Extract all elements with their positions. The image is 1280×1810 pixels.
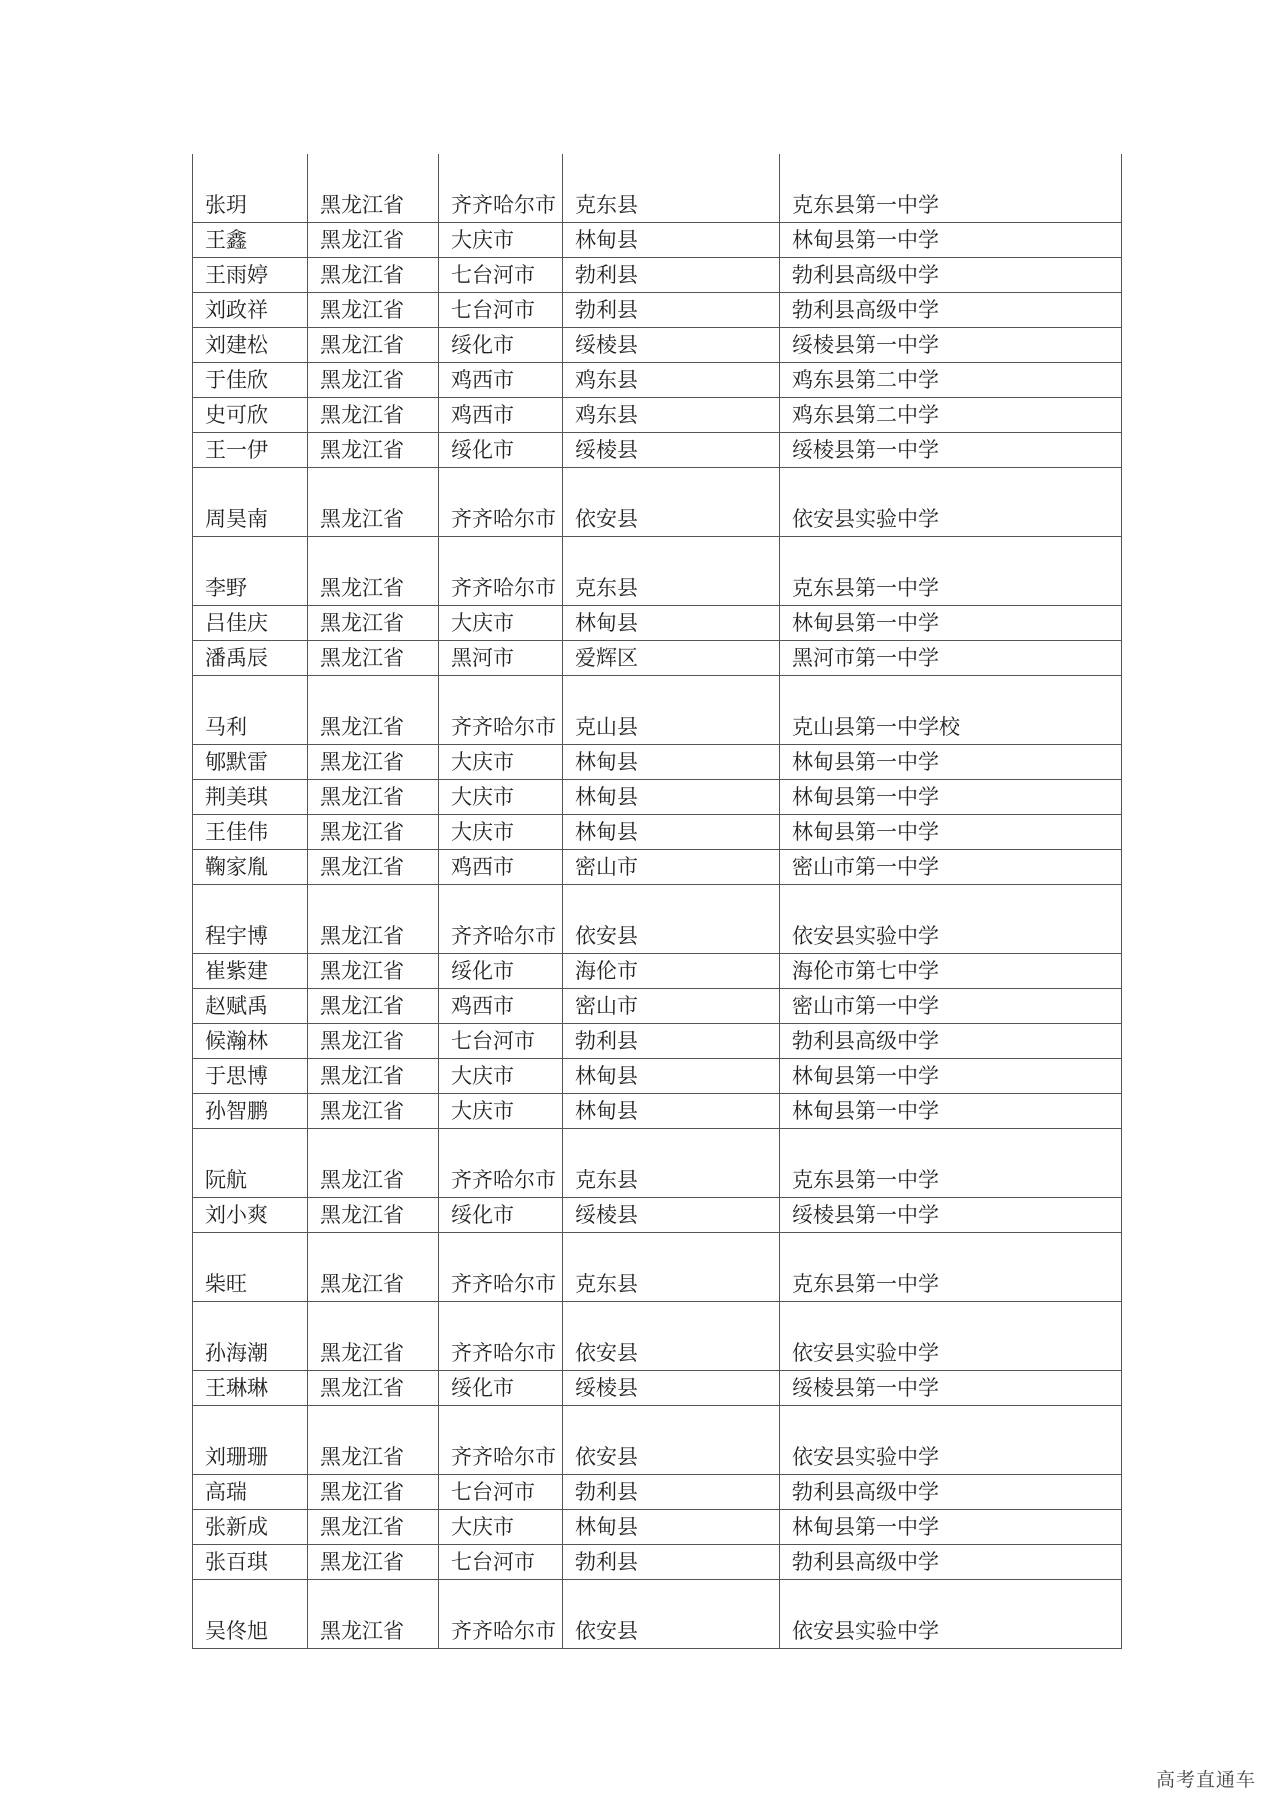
school-cell: 林甸县第一中学 bbox=[780, 745, 1122, 780]
school-cell: 黑河市第一中学 bbox=[780, 641, 1122, 676]
county-cell: 林甸县 bbox=[563, 223, 780, 258]
county-cell: 鸡东县 bbox=[563, 363, 780, 398]
county-cell: 爱辉区 bbox=[563, 641, 780, 676]
table-row bbox=[193, 1510, 1122, 1545]
school-cell: 鸡东县第二中学 bbox=[780, 398, 1122, 433]
table-row bbox=[193, 1545, 1122, 1580]
city-cell: 齐齐哈尔市 bbox=[439, 885, 563, 954]
watermark-text: 高考直通车 bbox=[1155, 1769, 1256, 1791]
county-cell: 克东县 bbox=[563, 154, 780, 223]
school-cell: 林甸县第一中学 bbox=[780, 1094, 1122, 1129]
county-cell: 勃利县 bbox=[563, 1545, 780, 1580]
name-cell: 刘珊珊 bbox=[193, 1406, 308, 1475]
city-cell: 齐齐哈尔市 bbox=[439, 1580, 563, 1649]
county-cell: 勃利县 bbox=[563, 293, 780, 328]
city-cell: 黑河市 bbox=[439, 641, 563, 676]
province-cell: 黑龙江省 bbox=[308, 468, 439, 537]
table-row bbox=[193, 328, 1122, 363]
name-cell: 张新成 bbox=[193, 1510, 308, 1545]
name-cell: 李野 bbox=[193, 537, 308, 606]
table-row bbox=[193, 676, 1122, 745]
name-cell: 候瀚林 bbox=[193, 1024, 308, 1059]
county-cell: 林甸县 bbox=[563, 1094, 780, 1129]
name-cell: 柴旺 bbox=[193, 1233, 308, 1302]
school-cell: 勃利县高级中学 bbox=[780, 1545, 1122, 1580]
county-cell: 林甸县 bbox=[563, 1510, 780, 1545]
school-cell: 克东县第一中学 bbox=[780, 154, 1122, 223]
name-cell: 刘政祥 bbox=[193, 293, 308, 328]
county-cell: 克东县 bbox=[563, 1233, 780, 1302]
province-cell: 黑龙江省 bbox=[308, 1510, 439, 1545]
province-cell: 黑龙江省 bbox=[308, 676, 439, 745]
table-row bbox=[193, 154, 1122, 223]
city-cell: 绥化市 bbox=[439, 328, 563, 363]
table-row bbox=[193, 989, 1122, 1024]
table-row bbox=[193, 815, 1122, 850]
school-cell: 勃利县高级中学 bbox=[780, 258, 1122, 293]
table-row bbox=[193, 1059, 1122, 1094]
city-cell: 绥化市 bbox=[439, 954, 563, 989]
county-cell: 勃利县 bbox=[563, 1475, 780, 1510]
province-cell: 黑龙江省 bbox=[308, 1545, 439, 1580]
county-cell: 林甸县 bbox=[563, 606, 780, 641]
city-cell: 齐齐哈尔市 bbox=[439, 1129, 563, 1198]
province-cell: 黑龙江省 bbox=[308, 815, 439, 850]
name-cell: 史可欣 bbox=[193, 398, 308, 433]
table-row bbox=[193, 606, 1122, 641]
county-cell: 克东县 bbox=[563, 1129, 780, 1198]
name-cell: 荆美琪 bbox=[193, 780, 308, 815]
name-cell: 于思博 bbox=[193, 1059, 308, 1094]
school-cell: 绥棱县第一中学 bbox=[780, 1198, 1122, 1233]
school-cell: 林甸县第一中学 bbox=[780, 1059, 1122, 1094]
province-cell: 黑龙江省 bbox=[308, 1302, 439, 1371]
name-cell: 吕佳庆 bbox=[193, 606, 308, 641]
county-cell: 绥棱县 bbox=[563, 433, 780, 468]
city-cell: 大庆市 bbox=[439, 745, 563, 780]
school-cell: 勃利县高级中学 bbox=[780, 1475, 1122, 1510]
table-row bbox=[193, 1406, 1122, 1475]
city-cell: 鸡西市 bbox=[439, 850, 563, 885]
county-cell: 密山市 bbox=[563, 850, 780, 885]
school-cell: 海伦市第七中学 bbox=[780, 954, 1122, 989]
name-cell: 张百琪 bbox=[193, 1545, 308, 1580]
province-cell: 黑龙江省 bbox=[308, 1059, 439, 1094]
name-cell: 周昊南 bbox=[193, 468, 308, 537]
school-cell: 绥棱县第一中学 bbox=[780, 433, 1122, 468]
county-cell: 林甸县 bbox=[563, 745, 780, 780]
province-cell: 黑龙江省 bbox=[308, 398, 439, 433]
province-cell: 黑龙江省 bbox=[308, 433, 439, 468]
city-cell: 大庆市 bbox=[439, 223, 563, 258]
city-cell: 大庆市 bbox=[439, 1094, 563, 1129]
school-cell: 林甸县第一中学 bbox=[780, 780, 1122, 815]
school-cell: 依安县实验中学 bbox=[780, 468, 1122, 537]
county-cell: 勃利县 bbox=[563, 258, 780, 293]
province-cell: 黑龙江省 bbox=[308, 780, 439, 815]
province-cell: 黑龙江省 bbox=[308, 328, 439, 363]
city-cell: 鸡西市 bbox=[439, 989, 563, 1024]
province-cell: 黑龙江省 bbox=[308, 1024, 439, 1059]
city-cell: 齐齐哈尔市 bbox=[439, 1302, 563, 1371]
name-cell: 赵赋禹 bbox=[193, 989, 308, 1024]
province-cell: 黑龙江省 bbox=[308, 1580, 439, 1649]
province-cell: 黑龙江省 bbox=[308, 606, 439, 641]
county-cell: 勃利县 bbox=[563, 1024, 780, 1059]
student-list-table bbox=[192, 154, 1122, 1649]
school-cell: 依安县实验中学 bbox=[780, 885, 1122, 954]
table-body bbox=[193, 154, 1122, 1649]
school-cell: 勃利县高级中学 bbox=[780, 1024, 1122, 1059]
city-cell: 七台河市 bbox=[439, 1545, 563, 1580]
city-cell: 七台河市 bbox=[439, 258, 563, 293]
name-cell: 高瑞 bbox=[193, 1475, 308, 1510]
school-cell: 密山市第一中学 bbox=[780, 850, 1122, 885]
city-cell: 齐齐哈尔市 bbox=[439, 468, 563, 537]
province-cell: 黑龙江省 bbox=[308, 1406, 439, 1475]
county-cell: 克东县 bbox=[563, 537, 780, 606]
city-cell: 大庆市 bbox=[439, 780, 563, 815]
province-cell: 黑龙江省 bbox=[308, 1475, 439, 1510]
name-cell: 王琳琳 bbox=[193, 1371, 308, 1406]
province-cell: 黑龙江省 bbox=[308, 1094, 439, 1129]
province-cell: 黑龙江省 bbox=[308, 1129, 439, 1198]
name-cell: 潘禹辰 bbox=[193, 641, 308, 676]
province-cell: 黑龙江省 bbox=[308, 885, 439, 954]
name-cell: 阮航 bbox=[193, 1129, 308, 1198]
name-cell: 鞠家胤 bbox=[193, 850, 308, 885]
school-cell: 鸡东县第二中学 bbox=[780, 363, 1122, 398]
name-cell: 王鑫 bbox=[193, 223, 308, 258]
province-cell: 黑龙江省 bbox=[308, 154, 439, 223]
county-cell: 克山县 bbox=[563, 676, 780, 745]
county-cell: 绥棱县 bbox=[563, 328, 780, 363]
city-cell: 绥化市 bbox=[439, 1198, 563, 1233]
name-cell: 吴佟旭 bbox=[193, 1580, 308, 1649]
table-row bbox=[193, 1198, 1122, 1233]
table-row bbox=[193, 850, 1122, 885]
county-cell: 鸡东县 bbox=[563, 398, 780, 433]
name-cell: 程宇博 bbox=[193, 885, 308, 954]
province-cell: 黑龙江省 bbox=[308, 1198, 439, 1233]
county-cell: 海伦市 bbox=[563, 954, 780, 989]
table-row bbox=[193, 1233, 1122, 1302]
table-row bbox=[193, 745, 1122, 780]
school-cell: 密山市第一中学 bbox=[780, 989, 1122, 1024]
name-cell: 马利 bbox=[193, 676, 308, 745]
school-cell: 依安县实验中学 bbox=[780, 1302, 1122, 1371]
county-cell: 依安县 bbox=[563, 1302, 780, 1371]
county-cell: 林甸县 bbox=[563, 780, 780, 815]
name-cell: 崔紫建 bbox=[193, 954, 308, 989]
name-cell: 孙海潮 bbox=[193, 1302, 308, 1371]
city-cell: 齐齐哈尔市 bbox=[439, 676, 563, 745]
city-cell: 齐齐哈尔市 bbox=[439, 1406, 563, 1475]
table-row bbox=[193, 954, 1122, 989]
table-row bbox=[193, 537, 1122, 606]
school-cell: 绥棱县第一中学 bbox=[780, 328, 1122, 363]
table-row bbox=[193, 363, 1122, 398]
province-cell: 黑龙江省 bbox=[308, 745, 439, 780]
city-cell: 大庆市 bbox=[439, 606, 563, 641]
city-cell: 齐齐哈尔市 bbox=[439, 537, 563, 606]
name-cell: 郇默雷 bbox=[193, 745, 308, 780]
county-cell: 林甸县 bbox=[563, 815, 780, 850]
name-cell: 刘建松 bbox=[193, 328, 308, 363]
school-cell: 林甸县第一中学 bbox=[780, 815, 1122, 850]
city-cell: 绥化市 bbox=[439, 433, 563, 468]
school-cell: 依安县实验中学 bbox=[780, 1580, 1122, 1649]
table-row bbox=[193, 641, 1122, 676]
table-row bbox=[193, 223, 1122, 258]
table-row bbox=[193, 293, 1122, 328]
table-row bbox=[193, 468, 1122, 537]
city-cell: 大庆市 bbox=[439, 1059, 563, 1094]
province-cell: 黑龙江省 bbox=[308, 363, 439, 398]
table-row bbox=[193, 433, 1122, 468]
school-cell: 依安县实验中学 bbox=[780, 1406, 1122, 1475]
table-row bbox=[193, 780, 1122, 815]
table-row bbox=[193, 1371, 1122, 1406]
county-cell: 依安县 bbox=[563, 1406, 780, 1475]
county-cell: 密山市 bbox=[563, 989, 780, 1024]
table-row bbox=[193, 885, 1122, 954]
school-cell: 克东县第一中学 bbox=[780, 537, 1122, 606]
county-cell: 林甸县 bbox=[563, 1059, 780, 1094]
province-cell: 黑龙江省 bbox=[308, 537, 439, 606]
name-cell: 于佳欣 bbox=[193, 363, 308, 398]
name-cell: 刘小爽 bbox=[193, 1198, 308, 1233]
table-row bbox=[193, 258, 1122, 293]
county-cell: 绥棱县 bbox=[563, 1198, 780, 1233]
county-cell: 依安县 bbox=[563, 885, 780, 954]
province-cell: 黑龙江省 bbox=[308, 850, 439, 885]
table-row bbox=[193, 398, 1122, 433]
school-cell: 克山县第一中学校 bbox=[780, 676, 1122, 745]
school-cell: 克东县第一中学 bbox=[780, 1129, 1122, 1198]
city-cell: 齐齐哈尔市 bbox=[439, 154, 563, 223]
name-cell: 王一伊 bbox=[193, 433, 308, 468]
city-cell: 大庆市 bbox=[439, 815, 563, 850]
province-cell: 黑龙江省 bbox=[308, 223, 439, 258]
city-cell: 七台河市 bbox=[439, 1024, 563, 1059]
name-cell: 孙智鹏 bbox=[193, 1094, 308, 1129]
school-cell: 林甸县第一中学 bbox=[780, 1510, 1122, 1545]
city-cell: 七台河市 bbox=[439, 293, 563, 328]
county-cell: 绥棱县 bbox=[563, 1371, 780, 1406]
table-row bbox=[193, 1129, 1122, 1198]
table-row bbox=[193, 1475, 1122, 1510]
table-row bbox=[193, 1024, 1122, 1059]
name-cell: 张玥 bbox=[193, 154, 308, 223]
table-row bbox=[193, 1094, 1122, 1129]
province-cell: 黑龙江省 bbox=[308, 1371, 439, 1406]
city-cell: 绥化市 bbox=[439, 1371, 563, 1406]
school-cell: 克东县第一中学 bbox=[780, 1233, 1122, 1302]
province-cell: 黑龙江省 bbox=[308, 989, 439, 1024]
province-cell: 黑龙江省 bbox=[308, 1233, 439, 1302]
city-cell: 鸡西市 bbox=[439, 363, 563, 398]
school-cell: 绥棱县第一中学 bbox=[780, 1371, 1122, 1406]
school-cell: 林甸县第一中学 bbox=[780, 223, 1122, 258]
city-cell: 大庆市 bbox=[439, 1510, 563, 1545]
city-cell: 鸡西市 bbox=[439, 398, 563, 433]
city-cell: 七台河市 bbox=[439, 1475, 563, 1510]
county-cell: 依安县 bbox=[563, 1580, 780, 1649]
city-cell: 齐齐哈尔市 bbox=[439, 1233, 563, 1302]
table-row bbox=[193, 1580, 1122, 1649]
province-cell: 黑龙江省 bbox=[308, 641, 439, 676]
school-cell: 林甸县第一中学 bbox=[780, 606, 1122, 641]
province-cell: 黑龙江省 bbox=[308, 954, 439, 989]
school-cell: 勃利县高级中学 bbox=[780, 293, 1122, 328]
name-cell: 王雨婷 bbox=[193, 258, 308, 293]
province-cell: 黑龙江省 bbox=[308, 293, 439, 328]
county-cell: 依安县 bbox=[563, 468, 780, 537]
name-cell: 王佳伟 bbox=[193, 815, 308, 850]
table-row bbox=[193, 1302, 1122, 1371]
province-cell: 黑龙江省 bbox=[308, 258, 439, 293]
